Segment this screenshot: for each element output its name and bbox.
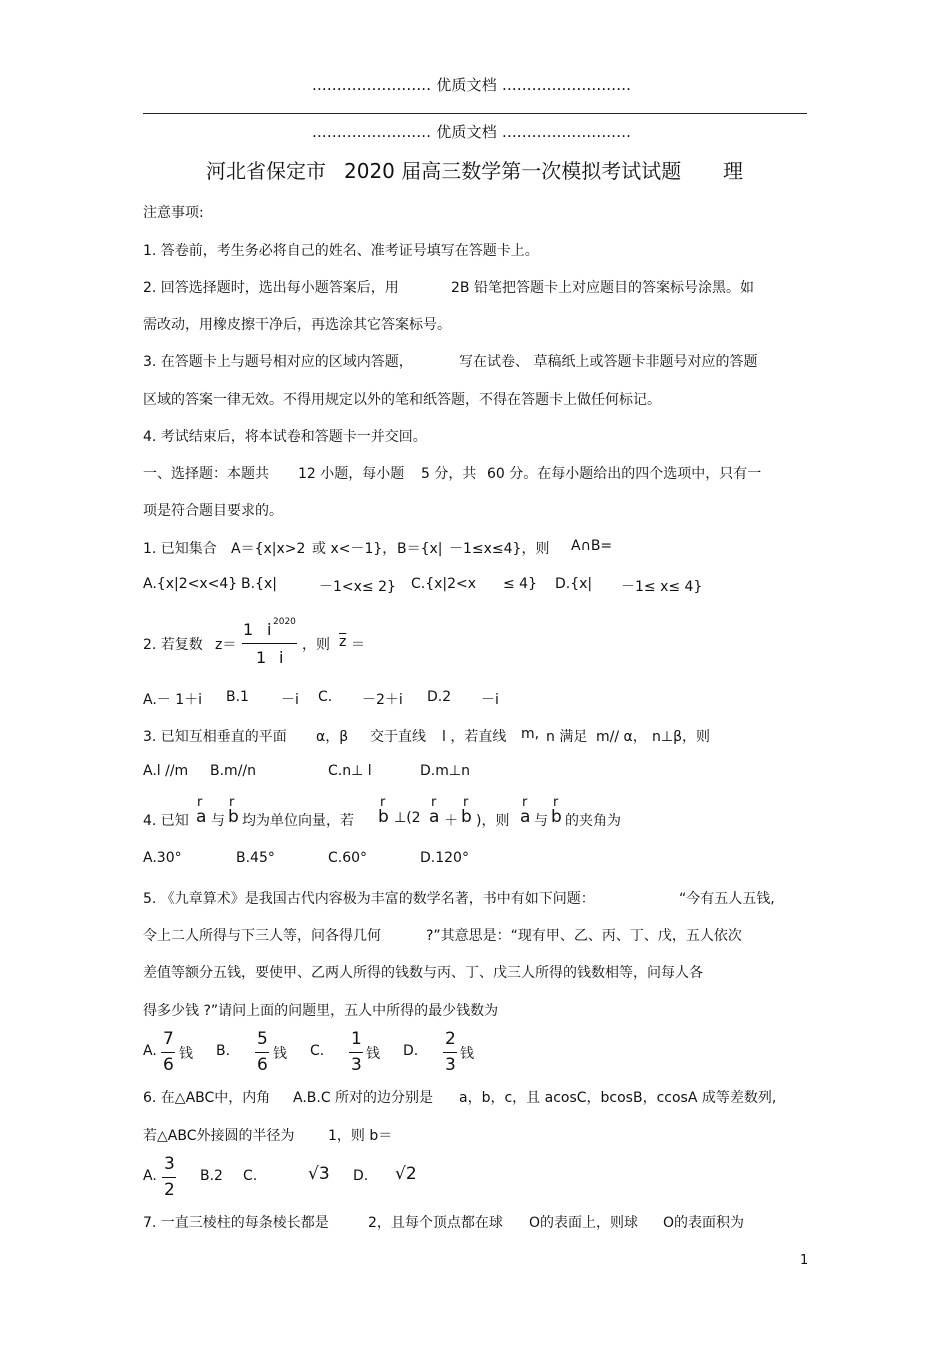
q5-option-c-label: C. — [310, 1043, 325, 1059]
note-4: 4. 考试结束后，将本试卷和答题卡一并交回。 — [143, 429, 427, 445]
q4-stem-h: 的夹角为 — [565, 813, 621, 829]
q4-vector-arrow-b: r — [229, 795, 235, 810]
q7-stem-c: O的表面上，则球 — [529, 1215, 639, 1231]
q3-option-b: B.m//n — [210, 763, 256, 779]
q4-stem-c: 均为单位向量，若 — [242, 813, 354, 829]
q2-denominator-1: 1 — [256, 648, 267, 667]
q7-stem-d: O的表面积为 — [663, 1215, 745, 1231]
q5-line-1b: “今有五人五钱, — [679, 891, 775, 907]
q2-fraction-bar — [242, 643, 297, 644]
q2-stem-a: 2. 若复数 — [143, 637, 203, 653]
q5-option-b-label: B. — [216, 1043, 231, 1059]
q2-numerator-i: i — [267, 620, 272, 639]
title-subject: 理 — [723, 159, 743, 183]
q4-vector-b4: b — [551, 807, 562, 827]
q4-vector-arrow-b2: r — [380, 795, 386, 810]
q4-vector-arrow-a3: r — [522, 795, 528, 810]
q4-vector-a: a — [196, 807, 207, 827]
q5-line-2b: ?”其意思是：“现有甲、乙、丙、丁、戊，五人依次 — [426, 928, 742, 944]
q1-option-b-1: B.{x| — [241, 576, 277, 592]
q2-option-d-1: D.2 — [427, 689, 452, 705]
q2-option-b-1: B.1 — [226, 689, 249, 705]
q4-stem-g: 与 — [534, 813, 548, 829]
q1-stem-c: 或 x<－1}， — [312, 541, 397, 557]
q3-stem-f: n 满足 — [546, 729, 588, 745]
q5-line-3: 差值等额分五钱，要使甲、乙两人所得的钱数与丙、丁、戊三人所得的钱数相等，问每人各 — [143, 965, 703, 981]
note-2c: 需改动，用橡皮擦干净后，再选涂其它答案标号。 — [143, 317, 451, 333]
header-line-2: ........................ 优质文档 .......................... — [312, 123, 632, 141]
q5-option-d-label: D. — [403, 1043, 419, 1059]
section-1-e: 项是符合题目要求的。 — [143, 503, 283, 519]
q2-stem-c: ＝ — [351, 637, 365, 653]
q5-option-a-unit: 钱 — [179, 1046, 193, 1062]
q4-stem-b: 与 — [211, 813, 225, 829]
q2-option-c-1: C. — [318, 689, 333, 705]
q1-stem-f: A∩B= — [571, 538, 613, 554]
q4-stem-f: )，则 — [476, 813, 510, 829]
q1-option-b-2: －1<x≤ 2} — [319, 579, 396, 595]
q1-option-c-1: C.{x|2<x — [411, 576, 477, 592]
q5-option-a-label: A. — [143, 1043, 157, 1059]
q4-stem-d: ⊥(2 — [394, 810, 421, 826]
q4-option-b: B.45° — [236, 850, 275, 866]
section-1-b: 12 小题，每小题 — [298, 466, 405, 482]
q3-option-a: A.l //m — [143, 763, 189, 779]
q6-option-d-label: D. — [353, 1168, 369, 1184]
q1-stem-a: 1. 已知集合 — [143, 541, 217, 557]
q2-z-conjugate: $\overline{z}$ — [339, 634, 347, 650]
q5-option-d-denominator: 3 — [445, 1055, 456, 1075]
q2-option-c-2: －2＋i — [362, 692, 403, 708]
q6-line-2a: 若△ABC外接圆的半径为 — [143, 1128, 295, 1144]
q4-option-d: D.120° — [420, 850, 469, 866]
q2-stem-z: z＝ — [215, 637, 237, 653]
header-rule — [143, 113, 807, 114]
q4-stem-a: 4. 已知 — [143, 813, 189, 829]
q4-vector-b: b — [228, 807, 239, 827]
note-1: 1. 答卷前，考生务必将自己的姓名、准考证号填写在答题卡上。 — [143, 243, 539, 259]
q6-line-1a: 6. 在△ABC中，内角 — [143, 1090, 271, 1106]
q6-option-d-sqrt2: √2 — [395, 1164, 417, 1184]
q5-option-a-numerator: 7 — [163, 1029, 174, 1049]
section-1-a: 一、选择题：本题共 — [143, 466, 269, 482]
note-2b: 2B 铅笔把答题卡上对应题目的答案标号涂黑。如 — [451, 280, 754, 296]
q4-vector-arrow-b3: r — [463, 795, 469, 810]
q5-option-c-bar — [349, 1052, 363, 1053]
q4-option-a: A.30° — [143, 850, 182, 866]
q1-stem-b: A＝{x|x>2 — [231, 541, 306, 557]
q6-option-b: B.2 — [200, 1168, 223, 1184]
note-3c: 区域的答案一律无效。不得用规定以外的笔和纸答题，不得在答题卡上做任何标记。 — [143, 392, 661, 408]
section-1-c: 5 分，共 — [421, 466, 477, 482]
q5-option-d-unit: 钱 — [460, 1046, 474, 1062]
q3-option-c: C.n⊥ l — [328, 763, 372, 779]
q5-option-b-numerator: 5 — [257, 1029, 268, 1049]
q5-line-2a: 令上二人所得与下三人等，问各得几何 — [143, 928, 381, 944]
q5-option-b-denominator: 6 — [257, 1055, 268, 1075]
q5-option-d-numerator: 2 — [445, 1029, 456, 1049]
q7-stem-a: 7. 一直三棱柱的每条棱长都是 — [143, 1215, 329, 1231]
notes-heading: 注意事项: — [143, 205, 204, 221]
q6-line-1c: a，b，c，且 acosC，bcosB，ccosA 成等差数列, — [459, 1090, 777, 1106]
q5-option-b-bar — [255, 1052, 269, 1053]
q5-option-a-bar — [161, 1052, 175, 1053]
q2-numerator-1: 1 — [243, 620, 254, 639]
q2-exponent: 2020 — [273, 617, 296, 627]
q2-option-b-2: －i — [281, 692, 299, 708]
q3-stem-h: n⊥β，则 — [652, 729, 711, 745]
q6-option-c-sqrt3: √3 — [308, 1164, 330, 1184]
q7-stem-b: 2，且每个顶点都在球 — [368, 1215, 503, 1231]
q5-option-c-denominator: 3 — [351, 1055, 362, 1075]
q3-stem-c: 交于直线 — [370, 729, 426, 745]
note-3a: 3. 在答题卡上与题号相对应的区域内答题， — [143, 354, 413, 370]
q6-option-a-label: A. — [143, 1168, 157, 1184]
q5-option-b-unit: 钱 — [273, 1046, 287, 1062]
q6-option-a-numerator: 3 — [164, 1154, 175, 1174]
q6-option-c-label: C. — [243, 1168, 258, 1184]
q4-vector-arrow-a: r — [197, 795, 203, 810]
q3-stem-e: m, — [521, 726, 540, 742]
q3-stem-d: l ，若直线 — [442, 729, 507, 745]
q2-option-a: A.－ 1＋i — [143, 692, 203, 708]
header-line-1: ........................ 优质文档 .......................... — [312, 76, 632, 94]
q2-option-d-2: －i — [481, 692, 499, 708]
q3-stem-a: 3. 已知互相垂直的平面 — [143, 729, 287, 745]
note-2a: 2. 回答选择题时，选出每小题答案后，用 — [143, 280, 399, 296]
section-1-d: 60 分。在每小题给出的四个选项中，只有一 — [487, 466, 762, 482]
q5-option-d-bar — [443, 1052, 457, 1053]
note-3b: 写在试卷、 草稿纸上或答题卡非题号对应的答题 — [459, 354, 758, 370]
q1-stem-e: －1≤x≤4}，则 — [449, 541, 550, 557]
q1-option-d-1: D.{x| — [555, 576, 593, 592]
q4-vector-arrow-a2: r — [431, 795, 437, 810]
q3-stem-b: α，β — [316, 729, 349, 745]
q6-option-a-denominator: 2 — [164, 1180, 175, 1200]
q3-option-d: D.m⊥n — [420, 763, 470, 779]
q1-option-c-2: ≤ 4} — [503, 576, 537, 592]
page-number: 1 — [800, 1253, 809, 1268]
q1-stem-d: B＝{x| — [397, 541, 443, 557]
q4-stem-e: ＋ — [444, 813, 458, 829]
q2-stem-b: ，则 — [302, 637, 330, 653]
title-region: 河北省保定市 — [206, 159, 326, 183]
title-main: 2020 届高三数学第一次模拟考试试题 — [344, 159, 682, 183]
q5-option-a-denominator: 6 — [163, 1055, 174, 1075]
q4-vector-arrow-b4: r — [553, 795, 559, 810]
q3-stem-g: m// α， — [596, 729, 647, 745]
q6-line-1b: A.B.C 所对的边分别是 — [293, 1090, 434, 1106]
q1-option-d-2: －1≤ x≤ 4} — [621, 579, 703, 595]
q5-option-c-numerator: 1 — [351, 1029, 362, 1049]
q4-vector-b3: b — [461, 807, 472, 827]
q4-vector-a2: a — [429, 807, 440, 827]
q6-option-a-bar — [162, 1177, 176, 1178]
q2-denominator-i: i — [279, 648, 284, 667]
q5-option-c-unit: 钱 — [366, 1046, 380, 1062]
q6-line-2b: 1，则 b＝ — [328, 1128, 393, 1144]
q1-option-a: A.{x|2<x<4} — [143, 576, 238, 592]
q5-line-1a: 5. 《九章算术》是我国古代内容极为丰富的数学名著，书中有如下问题： — [143, 891, 595, 907]
q5-line-4: 得多少钱 ?”请问上面的问题里，五人中所得的最少钱数为 — [143, 1003, 499, 1019]
q4-option-c: C.60° — [328, 850, 368, 866]
q4-vector-b2: b — [378, 807, 389, 827]
q4-vector-a3: a — [520, 807, 531, 827]
